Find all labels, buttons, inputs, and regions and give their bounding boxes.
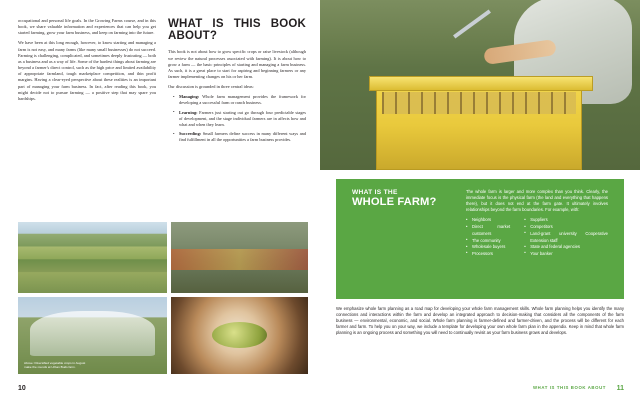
callout-body bbox=[466, 189, 608, 258]
list-item bbox=[174, 131, 306, 143]
right-page bbox=[320, 0, 640, 400]
list-item: • Your banker bbox=[524, 251, 608, 258]
callout-paragraph: The whole farm is larger and more complex than you think. Clearly, the immediate focus is the physical farm (the land and everything that happens there), but it does not end at the farm gate. It ultimately involves relationships beyond the farm boundaries. For example, with: bbox=[466, 189, 608, 213]
right-page-body bbox=[320, 170, 640, 336]
hive-frames bbox=[382, 92, 576, 114]
list-item-text: Farmers just starting out go through four predictable stages of development, and the stage individual farmers are in affects how and what and when they learn. bbox=[179, 109, 306, 127]
callout-list-column-two bbox=[524, 217, 608, 257]
list-item-term: Learning: bbox=[179, 109, 198, 115]
hive-tool-icon bbox=[453, 9, 491, 38]
page-number-right: 11 bbox=[616, 385, 624, 392]
list-item: • Competitors bbox=[524, 224, 608, 231]
callout-title bbox=[352, 189, 456, 258]
farmers-market-stand-photo bbox=[171, 222, 308, 293]
central-ideas-list bbox=[168, 94, 306, 143]
body-paragraph: We have been at this long enough, however, to know starting and managing a farm is not easy, and many farms (like many small businesses) do not succeed. Farming is challenging, complicated, and sometimes deeply frustrating — both as a business and as a way of life. Some of the hardest things about farming are beyond a farmer's direct control, such as the high price and limited availability of appropriate farmland, tough marketplace competition, and thin profit margins. Having a clear-eyed perspective about these realities is an important part of managing your farm business. In fact, after reading this book, you might decide not to pursue farming — a positive step that may spare you hardships. bbox=[18, 40, 156, 101]
body-paragraph: occupational and personal life goals. In the Growing Farms course, and in this book, we share valuable information and experiences that can help you get started farming, grow your farm business, and keep on farming into the future. bbox=[18, 18, 156, 36]
list-item: • Direct market customers bbox=[466, 224, 510, 237]
hoop-house-tunnel-photo bbox=[18, 297, 167, 374]
beekeeper-inspecting-hive-photo bbox=[320, 0, 640, 170]
list-item-text: Whole farm management provides the framework for developing a successful farm or ranch business. bbox=[179, 94, 306, 106]
aerial-farm-fields-photo bbox=[18, 222, 167, 293]
callout-lists bbox=[466, 217, 608, 257]
photo-caption: Above: Diversified vegetable crops in August make the rounds at Urban Buds farm. bbox=[24, 360, 86, 369]
whole-farm-callout bbox=[336, 179, 624, 299]
body-paragraph: This book is not about how to grow specific crops or raise livestock (although we review the natural processes associated with farming). It is about how to grow a farm — the basic principles of starting and managing a farm business. As such, it is a great place to start for aspiring and beginning farmers or any farmer implementing changes on his or her farm. bbox=[168, 49, 306, 79]
page-number-left: 10 bbox=[18, 385, 26, 392]
callout-list-column-one bbox=[466, 217, 510, 257]
list-item-term: Managing: bbox=[179, 94, 200, 100]
left-text-columns bbox=[18, 18, 306, 214]
list-item: • Neighbors bbox=[466, 217, 510, 224]
list-item bbox=[174, 110, 306, 128]
list-item: • Processors bbox=[466, 251, 510, 258]
list-item-term: Succeeding: bbox=[179, 131, 202, 137]
list-item: • State and federal agencies bbox=[524, 244, 608, 251]
list-item: • Wholesale buyers bbox=[466, 244, 510, 251]
body-paragraph: Our discussion is grounded in three central ideas: bbox=[168, 84, 254, 90]
column-two bbox=[168, 18, 306, 214]
body-paragraph: We emphasize whole farm planning as a road map for developing your whole farm management skills. Whole farm planning helps you identify the many connections and interactions within the farm and develop an integrated approach to decision-making that considers all the components of the farm business — environmental, economic, and social. Whole farm planning is farmer-defined and farmer-driven, and the process will be different for each farmer and farm. To help you on your way, we include a template for developing your own whole farm plan in the appendix. Keep in mind that whole farm planning is an ongoing process and something you will need to continually revisit as your farm business grows and develops. bbox=[336, 306, 624, 336]
page-title: WHAT IS THIS BOOK ABOUT? bbox=[168, 18, 306, 43]
running-head: WHAT IS THIS BOOK ABOUT bbox=[533, 385, 606, 390]
column-one bbox=[18, 18, 156, 214]
list-item: • Land-grant university Cooperative Extension staff bbox=[524, 231, 608, 244]
list-item-text: Small farmers define success in many different ways and find fulfillment in all the opportunities a farm business provides. bbox=[179, 131, 306, 143]
list-item bbox=[174, 94, 306, 106]
hands-holding-produce-photo bbox=[171, 297, 308, 374]
callout-title-line-two: WHOLE FARM? bbox=[352, 195, 437, 208]
after-callout-text bbox=[336, 306, 624, 336]
photo-grid bbox=[18, 222, 308, 374]
callout-title-line-one: WHAT IS THE bbox=[352, 189, 398, 196]
list-item: • Suppliers bbox=[524, 217, 608, 224]
list-item: • The community bbox=[466, 238, 510, 245]
